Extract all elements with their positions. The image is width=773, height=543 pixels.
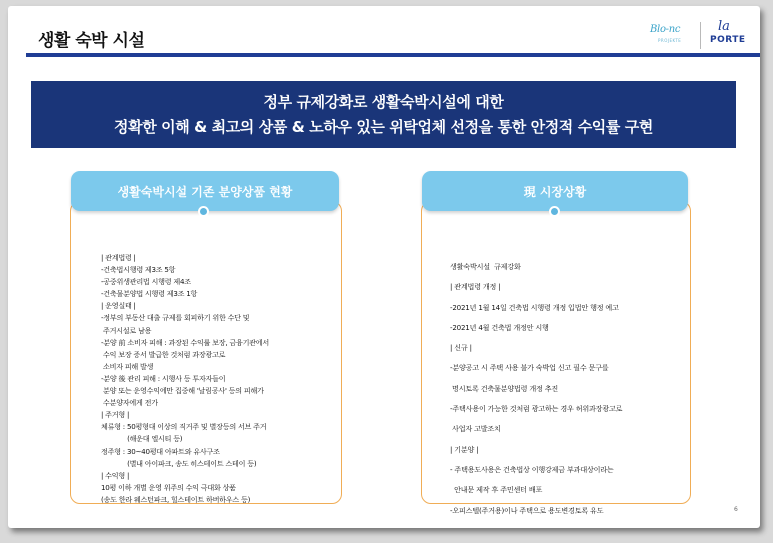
- text-line: -분양 後 관리 피해 : 시행사 등 투자자들이: [101, 373, 226, 383]
- text-line: 수익 보장 증서 발급한 것처럼 과장광고로: [101, 349, 226, 359]
- text-line: -2021년 4월 건축법 개정안 시행: [450, 322, 549, 332]
- text-line: 10평 이하 개별 운영 위주의 수익 극대화 상품: [101, 482, 236, 492]
- text-line: -정부의 부동산 대출 규제를 회피하기 위한 수단 및: [101, 313, 250, 323]
- text-line: (별내 아이파크, 송도 히스테이트 스테이 등): [101, 458, 257, 468]
- text-line: -분양공고 시 주택 사용 불가 숙박업 신고 필수 문구를: [450, 363, 609, 373]
- blonc-logo-subtitle: PROJEKTE: [658, 38, 682, 43]
- connector-dot: [549, 206, 560, 217]
- text-line: | 관계법령 개정 |: [450, 282, 501, 292]
- text-line: 분양 또는 운영수익에만 집중해 '날림공사' 등의 피해가: [101, 386, 264, 396]
- page-title: 생활 숙박 시설: [38, 31, 145, 51]
- text-line: 수분양자에게 전가: [101, 398, 158, 408]
- banner-line-1: 정부 규제강화로 생활숙박시설에 대한: [263, 93, 504, 111]
- panel-box: [70, 201, 342, 504]
- text-line: | 신규 |: [450, 343, 472, 353]
- text-line: - 주택용도사용은 건축법상 이행강제금 부과대상이라는: [450, 464, 614, 474]
- text-line: -건축물분양법 시행령 제3조 1항: [101, 289, 198, 299]
- panel-box: [421, 201, 691, 515]
- headline-banner: [31, 81, 736, 148]
- text-line: | 기분양 |: [450, 444, 479, 454]
- panel-heading: 現 시장상황: [422, 171, 688, 211]
- brand-logos: [650, 19, 754, 50]
- existing-products-list: [101, 252, 269, 506]
- market-status-panel: [421, 171, 691, 515]
- connector-dot: [198, 206, 209, 217]
- text-line: 체류형 : 50평형대 이상의 직거주 및 별장등의 서브 주거: [101, 422, 267, 432]
- market-status-list: [450, 262, 622, 526]
- text-line: | 관계법령 |: [101, 253, 136, 262]
- banner-line-2: 정확한 이해 & 최고의 상품 & 노하우 있는 위탁업체 선정을 통한 안정적 수익률 구현: [114, 118, 653, 136]
- laporte-logo-bottom: PORTE: [710, 35, 746, 45]
- text-line: 명시토록 건축물분양법령 개정 추진: [450, 383, 559, 393]
- blonc-logo: Blo-nc: [650, 24, 681, 35]
- text-line: -건축법시행령 제3조 5항: [101, 265, 176, 275]
- text-line: -오피스텔(주거용)이나 주택으로 용도변경토록 유도: [450, 505, 604, 515]
- text-line: 생활숙박시설 규제강화: [450, 262, 521, 271]
- text-line: -공중위생관리법 시행령 제4조: [101, 277, 191, 287]
- text-line: 주거시설로 남용: [101, 325, 152, 335]
- title-underline: [26, 53, 760, 57]
- laporte-logo-top: la: [718, 19, 730, 34]
- text-line: 안내문 제작 후 주민센터 배포: [450, 485, 543, 495]
- text-line: 사업자 고발조치: [450, 424, 501, 434]
- text-line: (해운대 엘시티 등): [101, 434, 183, 444]
- text-line: -주택사용이 가능한 것처럼 광고하는 경우 허위과장광고로: [450, 404, 623, 414]
- text-line: -2021년 1월 14일 건축법 시행령 개정 입법안 행정 예고: [450, 302, 619, 312]
- text-line: | 수익형 |: [101, 470, 130, 480]
- text-line: | 운영실태 |: [101, 301, 136, 311]
- page-number: 6: [734, 506, 738, 513]
- text-line: | 주거형 |: [101, 410, 130, 420]
- logo-divider: [700, 22, 701, 49]
- text-line: -분양 前 소비자 피해 : 과장된 수익률 보장, 금융기관에서: [101, 337, 269, 347]
- text-line: 소비자 피해 발생: [101, 361, 154, 371]
- text-line: 정주형 : 30~40평대 아파트와 유사구조: [101, 446, 220, 456]
- slide: [8, 6, 760, 528]
- existing-products-panel: [70, 171, 342, 504]
- panel-heading: 생활숙박시설 기존 분양상품 현황: [71, 171, 339, 211]
- text-line: (송도 한라 웨스턴파크, 힐스테이트 하버하우스 등): [101, 494, 251, 504]
